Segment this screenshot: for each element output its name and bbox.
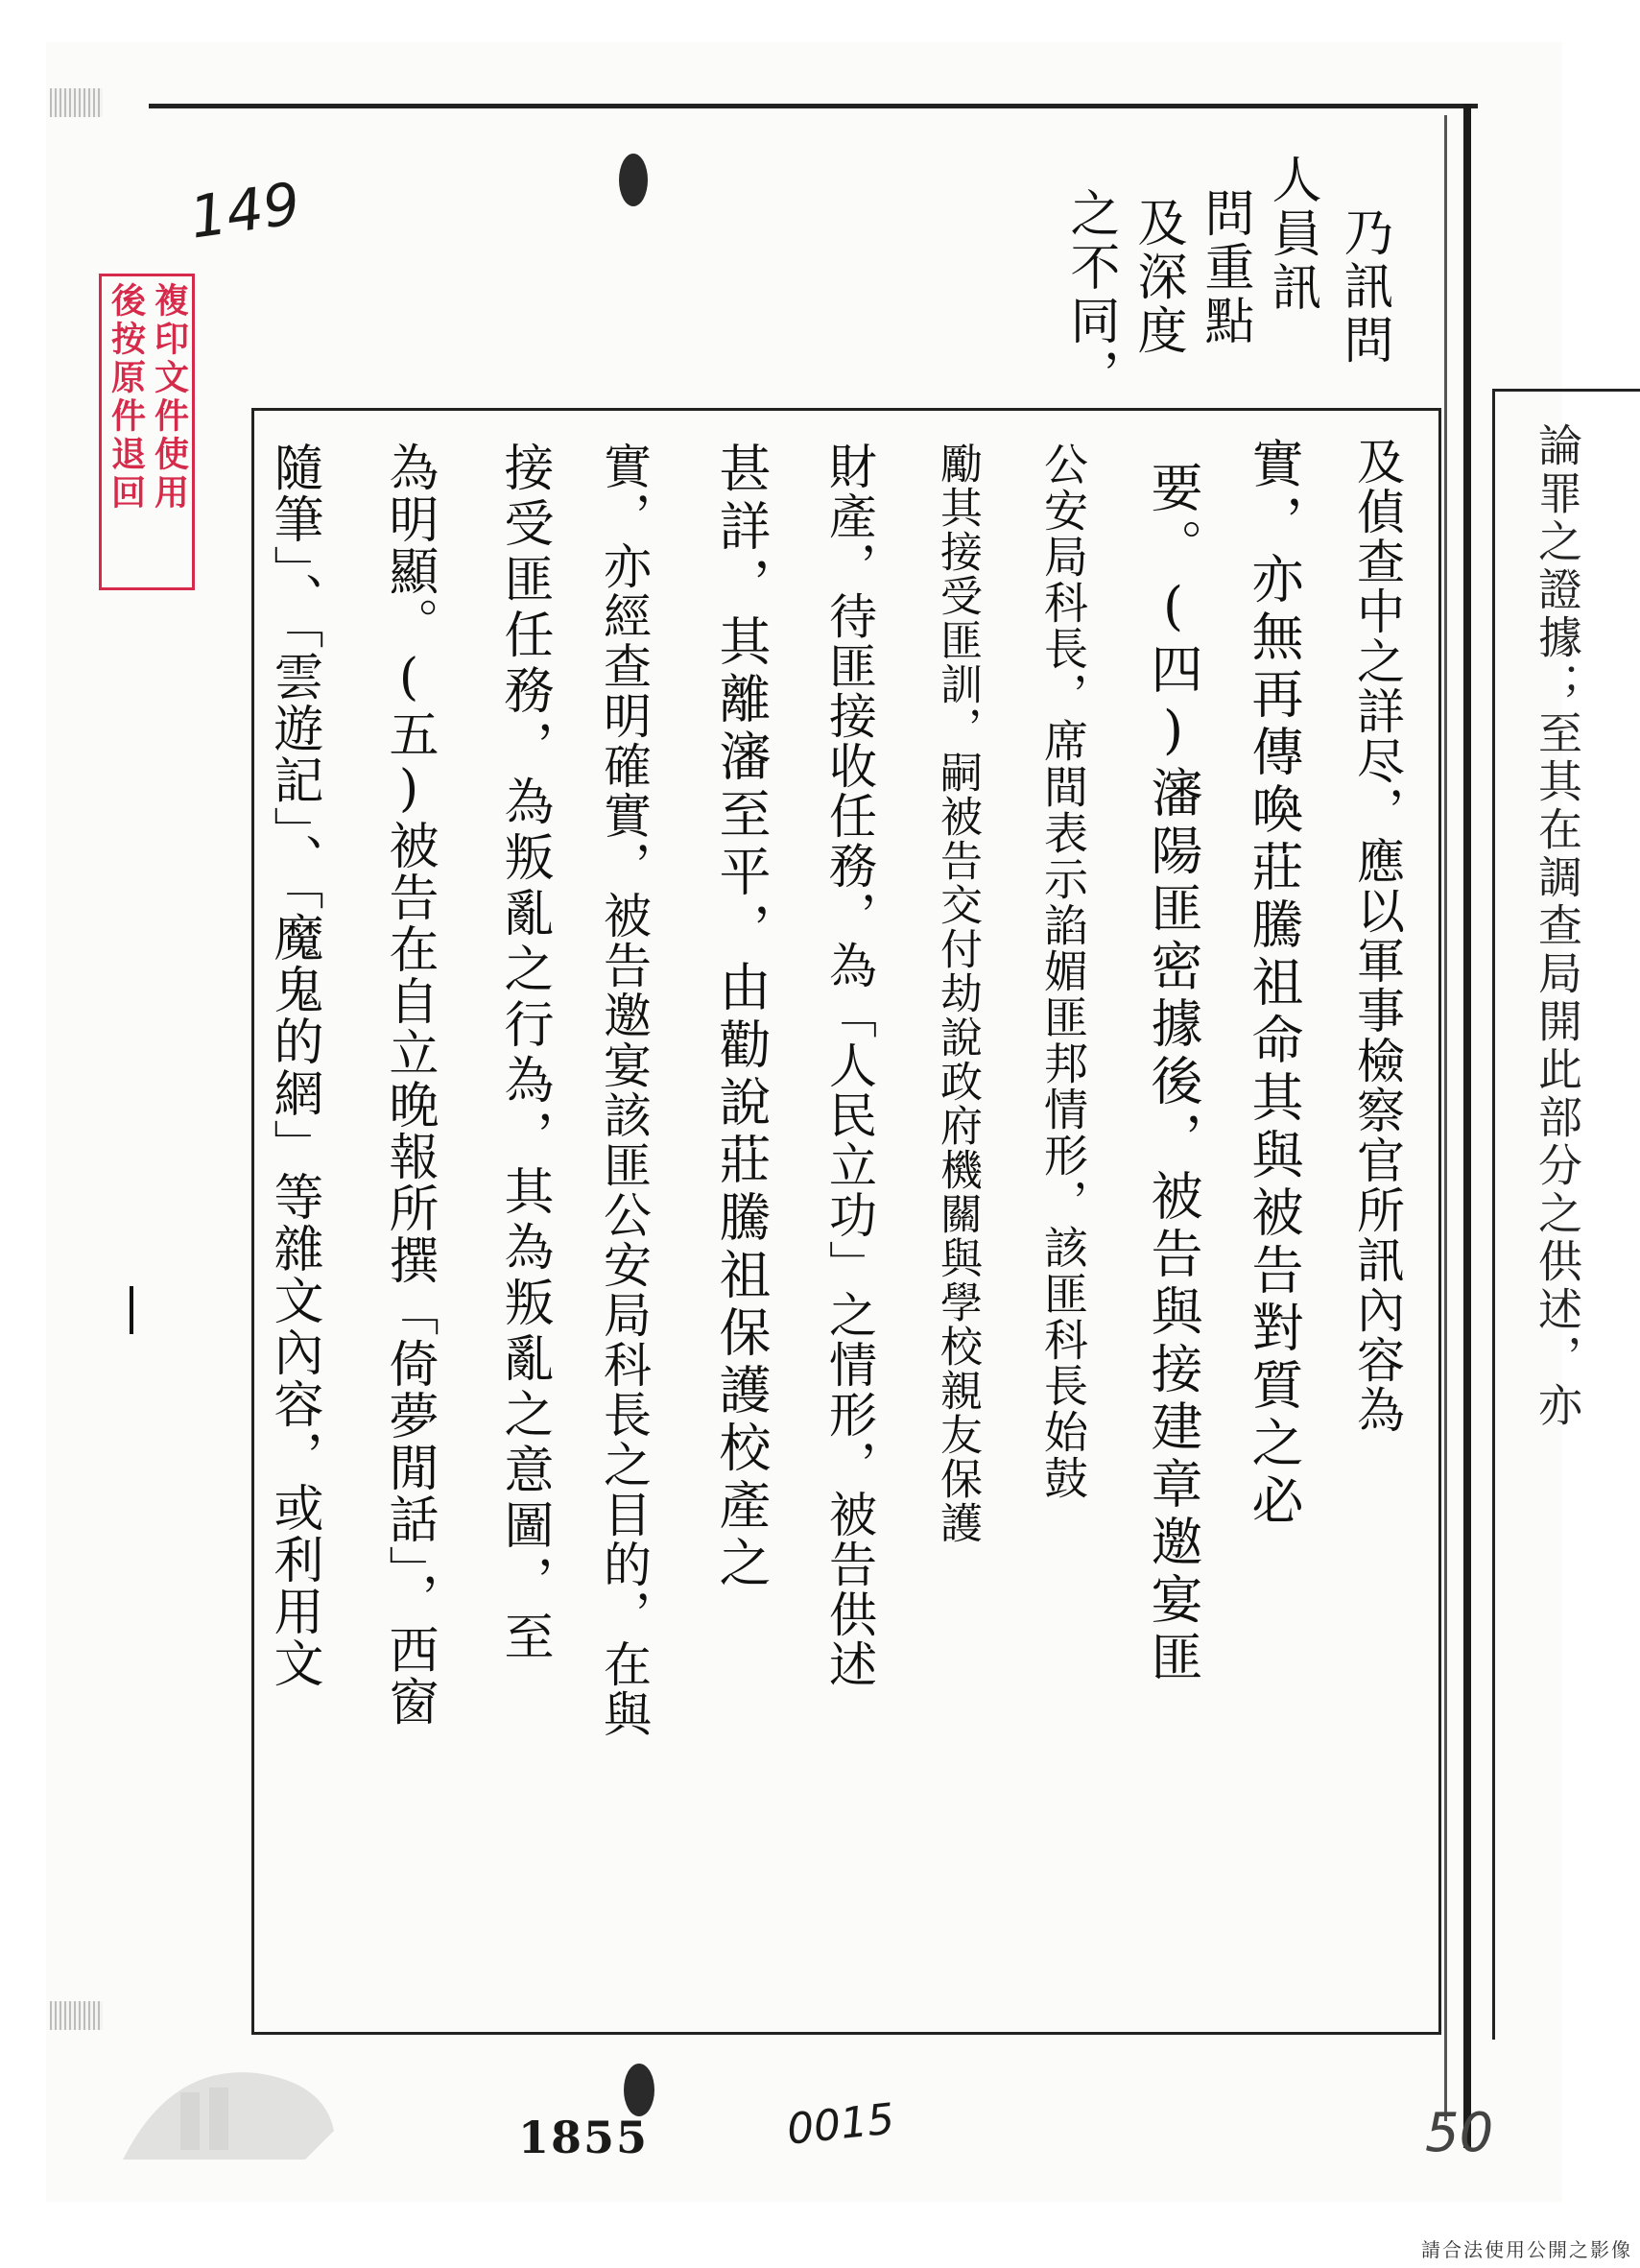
- note-column: 乃訊問: [1335, 206, 1392, 368]
- text-column: 為明顯。(五)被告在自立晚報所撰「倚夢閒話」，西窗: [380, 442, 438, 1728]
- scan-edge-shadow: [50, 88, 103, 117]
- handwritten-page-mark: 50: [1425, 2102, 1494, 2164]
- scan-edge-shadow: [50, 2001, 103, 2030]
- text-column: 勵其接受匪訓，嗣被告交付劫說政府機關與學校親友保護: [933, 442, 982, 1545]
- reproduction-stamp: [99, 274, 195, 590]
- note-column: 之不同，: [1061, 187, 1119, 402]
- text-column: 實，亦經查明確實，被告邀宴該匪公安局科長之目的，在與: [596, 442, 652, 1739]
- text-column: 財產，待匪接收任務，為「人民立功」之情形，被告供述: [821, 442, 877, 1689]
- archive-watermark-icon: [113, 2054, 344, 2169]
- note-column: 問重點: [1196, 187, 1253, 348]
- adjacent-page-column: 論罪之證據；至其在調查局開此部分之供述，亦: [1532, 422, 1583, 1430]
- stamped-page-number: 1855: [518, 2112, 650, 2163]
- binding-hole: [619, 154, 648, 206]
- page-frame-top-rule: [149, 104, 1478, 108]
- text-column: 甚詳，其離瀋至平，由勸說莊騰祖保護校產之: [711, 442, 772, 1593]
- stamp-line: 複印文件使用: [149, 282, 189, 513]
- handwritten-serial-number: 0015: [784, 2094, 897, 2155]
- handwritten-page-number: 149: [185, 170, 304, 252]
- text-column: 接受匪任務，為叛亂之行為，其為叛亂之意圖，至: [495, 442, 553, 1666]
- text-column: 實，亦無再傳喚莊騰祖命其與被告對質之必: [1244, 437, 1304, 1531]
- text-column: 公安局科長，席間表示諂媚匪邦情形，該匪科長始鼓: [1037, 442, 1089, 1501]
- usage-notice: 請合法使用公開之影像: [1421, 2238, 1632, 2261]
- note-column: 人員訊: [1263, 154, 1320, 315]
- page-frame-inner-rule: [1444, 115, 1447, 2121]
- note-column-review: 及偵查中之詳尽，應以軍事檢察官所訊內容為: [1349, 437, 1405, 1435]
- text-column: 隨筆」、「雲遊記」、「魔鬼的網」等雜文內容，或利用文: [265, 442, 322, 1689]
- note-column: 及深度: [1129, 197, 1186, 358]
- stamp-line: 後按原件退回: [106, 282, 146, 513]
- page-frame-right-rule: [1463, 104, 1471, 2148]
- margin-mark: [130, 1286, 133, 1334]
- text-column: 要。(四)瀋陽匪密據後，被告與接建章邀宴匪: [1143, 461, 1203, 1687]
- binding-hole: [624, 2064, 654, 2116]
